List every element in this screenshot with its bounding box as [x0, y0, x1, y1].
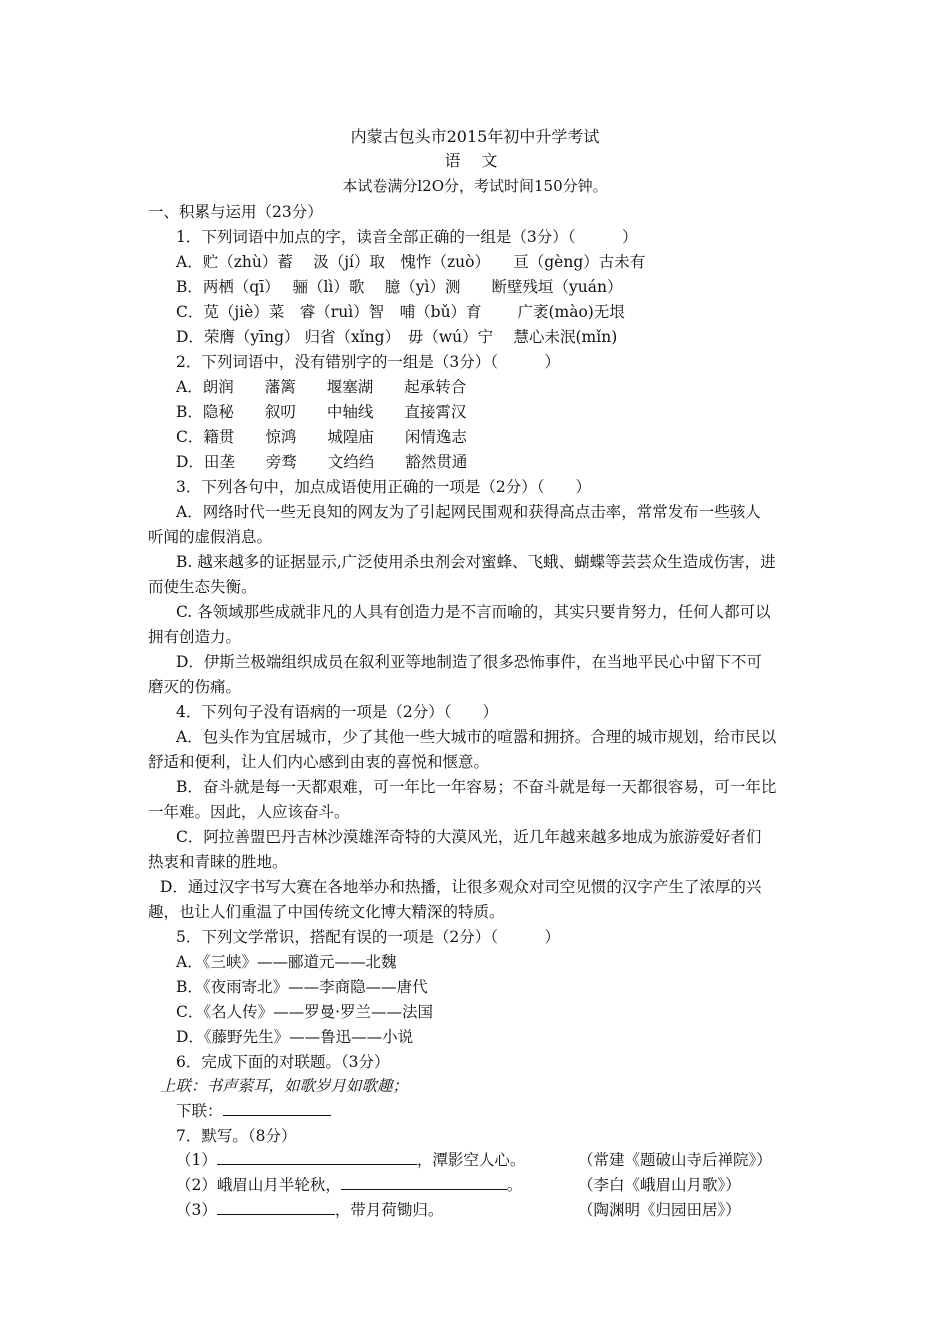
q1-stem: 1．下列词语中加点的字，读音全部正确的一组是（3分）（ ） — [176, 228, 638, 246]
q1-option-d: D．荣膺（yīng） 归省（xǐng） 毋（wú）宁 慧心未泯(mǐn) — [176, 328, 618, 346]
q2-stem: 2．下列词语中，没有错别字的一组是（3分）（ ） — [176, 353, 560, 371]
q3-option-b-line1: B. 越来越多的证据显示,广泛使用杀虫剂会对蜜蜂、飞蛾、蝴蝶等芸芸众生造成伤害，进 — [176, 553, 776, 571]
q7-stem: 7．默写。（8分） — [176, 1127, 297, 1145]
q7-item-2-source: （李白《峨眉山月歌》） — [578, 1176, 741, 1194]
q5-stem: 5．下列文学常识，搭配有误的一项是（2分）（ ） — [176, 928, 560, 946]
q1-option-b: B．两栖（qī） 骊（lì）歌 臆（yì）测 断壁残垣（yuán） — [176, 278, 623, 296]
q6-lower-label: 下联： — [176, 1102, 223, 1120]
q7-item-2-blank[interactable] — [341, 1175, 507, 1190]
q4-option-a-line2: 舒适和便利，让人们内心感到由衷的喜悦和惬意。 — [148, 753, 490, 771]
q3-option-c-line2: 拥有创造力。 — [148, 628, 242, 646]
section-heading: 一、积累与运用（23分） — [148, 203, 323, 221]
q5-option-d: D．《藤野先生》——鲁迅——小说 — [176, 1028, 414, 1046]
q2-option-a: A．朗润 藩篱 堰塞湖 起承转合 — [176, 378, 467, 396]
q7-item-3 — [176, 1200, 443, 1220]
q4-option-c-line2: 热衷和青睐的胜地。 — [148, 853, 288, 871]
q7-item-3-suffix: ，带月荷锄归。 — [334, 1201, 444, 1219]
q6-upper-couplet: 上联：书声萦耳，如歌岁月如歌趣； — [160, 1077, 409, 1095]
q2-option-d: D．田垄 旁骛 文绉绉 豁然贯通 — [176, 453, 468, 471]
q4-option-b-line1: B．奋斗就是每一天都艰难，可一年比一年容易；不奋斗就是每一天都很容易，可一年比 — [176, 778, 777, 796]
q5-option-b: B．《夜雨寄北》——李商隐——唐代 — [176, 978, 428, 996]
q6-lower-couplet — [176, 1101, 331, 1121]
q5-option-a: A．《三峡》——郦道元——北魏 — [176, 953, 397, 971]
q3-option-a-line1: A．网络时代一些无良知的网友为了引起网民围观和获得高点击率，常常发布一些骇人 — [176, 503, 761, 521]
exam-title: 内蒙古包头市2015年初中升学考试 — [350, 127, 600, 146]
q3-option-d-line1: D．伊斯兰极端组织成员在叙利亚等地制造了很多恐怖事件，在当地平民心中留下不可 — [176, 653, 762, 671]
q7-item-1-prefix: （1） — [176, 1151, 217, 1169]
q2-option-b: B．隐秘 叙叨 中轴线 直接霄汉 — [176, 403, 467, 421]
exam-subject: 语 文 — [444, 151, 506, 170]
q1-option-c: C．苋（jiè）菜 睿（ruì）智 哺（bǔ）育 广袤(mào)无垠 — [176, 303, 625, 321]
q4-option-c-line1: C．阿拉善盟巴丹吉林沙漠雄浑奇特的大漠风光，近几年越来越多地成为旅游爱好者们 — [176, 828, 762, 846]
q7-item-3-source: （陶渊明《归园田居》） — [578, 1201, 741, 1219]
q4-option-d-line1: D．通过汉字书写大赛在各地举办和热播，让很多观众对司空见惯的汉字产生了浓厚的兴 — [160, 878, 762, 896]
q4-option-b-line2: 一年难。因此，人应该奋斗。 — [148, 803, 350, 821]
q3-stem: 3．下列各句中，加点成语使用正确的一项是（2分）（ ） — [176, 478, 591, 496]
q4-option-a-line1: A．包头作为宜居城市，少了其他一些大城市的喧嚣和拥挤。合理的城市规划，给市民以 — [176, 728, 777, 746]
q4-stem: 4．下列句子没有语病的一项是（2分）（ ） — [176, 703, 498, 721]
q7-item-2-prefix: （2）峨眉山月半轮秋， — [176, 1176, 341, 1194]
q7-item-2-suffix: 。 — [506, 1176, 523, 1194]
q1-option-a: A．贮（zhù）蓄 汲（jí）取 愧怍（zuò） 亘（gèng）古未有 — [176, 253, 646, 271]
q7-item-1-source: （常建《题破山寺后禅院》） — [578, 1151, 772, 1169]
q6-answer-blank[interactable] — [223, 1101, 331, 1116]
q4-option-d-line2: 趣，也让人们重温了中国传统文化博大精深的特质。 — [148, 903, 505, 921]
q7-item-2 — [176, 1175, 522, 1195]
q7-item-3-blank[interactable] — [217, 1200, 335, 1215]
q2-option-c: C．籍贯 惊鸿 城隍庙 闲情逸志 — [176, 428, 467, 446]
q3-option-a-line2: 听闻的虚假消息。 — [148, 528, 273, 546]
q7-item-3-prefix: （3） — [176, 1201, 217, 1219]
q7-item-1-suffix: ，潭影空人心。 — [416, 1151, 526, 1169]
exam-note: 本试卷满分l2O分，考试时间150分钟。 — [342, 177, 608, 195]
q3-option-d-line2: 磨灭的伤痛。 — [148, 678, 242, 696]
q7-item-1 — [176, 1150, 525, 1170]
q6-stem: 6．完成下面的对联题。（3分） — [176, 1053, 390, 1071]
q7-item-1-blank[interactable] — [217, 1150, 417, 1165]
q5-option-c: C．《名人传》——罗曼·罗兰——法国 — [176, 1003, 434, 1021]
q3-option-c-line1: C. 各领域那些成就非凡的人具有创造力是不言而喻的，其实只要肯努力，任何人都可以 — [176, 603, 771, 621]
q3-option-b-line2: 而使生态失衡。 — [148, 578, 257, 596]
